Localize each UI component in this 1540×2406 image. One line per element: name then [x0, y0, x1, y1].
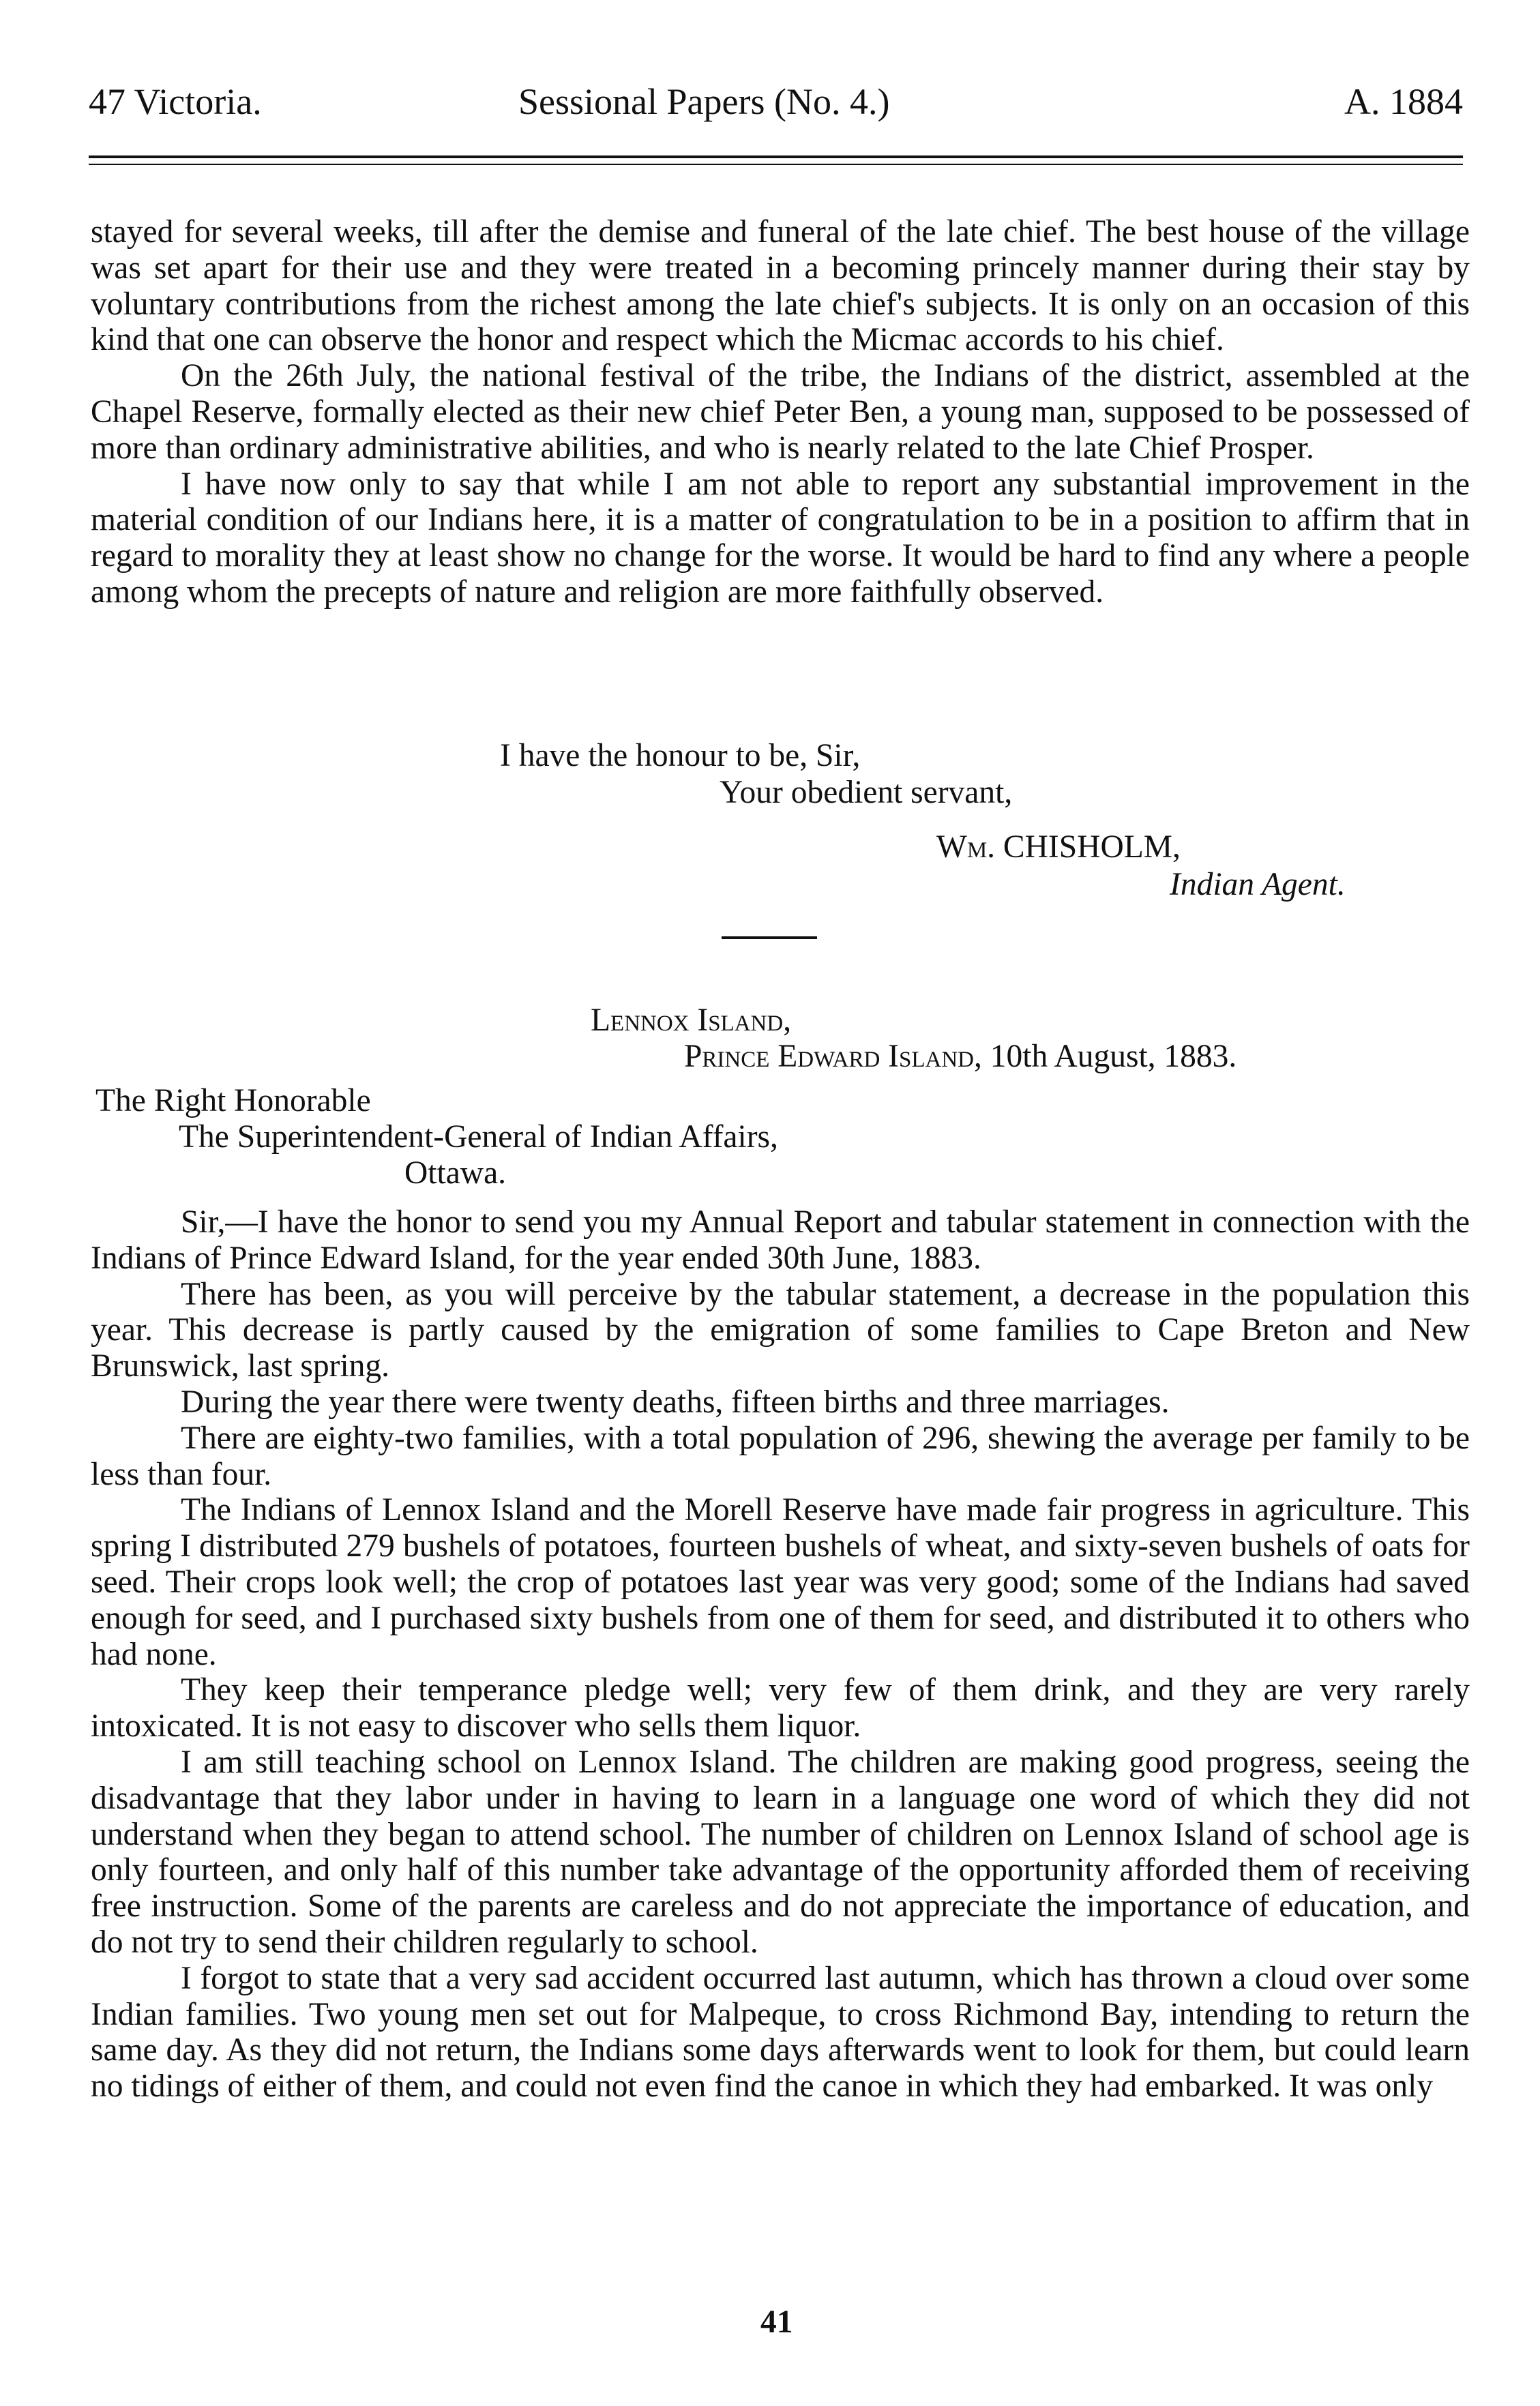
letter-2-province: Prince Edward Island, [684, 1039, 982, 1074]
header-volume: 47 Victoria. [89, 81, 262, 122]
letter-2-addressee-line: The Superintendent-General of Indian Affairs, [179, 1119, 778, 1155]
letter-1-signature: Wm. CHISHOLM, [936, 829, 1181, 865]
letter-1-paragraph: I have now only to say that while I am not able to report any substantial improvement in the material condition of our Indians here, it is a matter of congratulation to be in a position to affirm that in regard to morality they at least show no change for the worse. It would be hard to find any where a people among whom the precepts of nature and religion are more faithfully observed. [91, 466, 1470, 610]
letter-1-signatory-title: Indian Agent. [1170, 867, 1346, 902]
page-number: 41 [760, 2304, 793, 2340]
letter-2-paragraph: I am still teaching school on Lennox Island. The children are making good progress, seeing the disadvantage that they labor under in having to learn in a language one word of which they did not understand when they began to attend school. The number of children on Lennox Island of school age is only fourteen, and only half of this number take advantage of the opportunity afforded them of receiving free instruction. Some of the parents are careless and do not appreciate the importance of education, and do not try to send their children regularly to school. [91, 1744, 1470, 1960]
header-rule-thin [89, 164, 1463, 165]
letter-2-place-date [684, 1039, 1237, 1075]
header-series-title: Sessional Papers (No. 4.) [518, 81, 890, 122]
running-header [89, 80, 1463, 135]
letter-1-paragraph: stayed for several weeks, till after the demise and funeral of the late chief. The best house of the village was set apart for their use and they were treated in a becoming princely manner during their stay by voluntary contributions from the richest among the late chief's subjects. It is only on an occasion of this kind that one can observe the honor and respect which the Micmac accords to his chief. [91, 214, 1470, 358]
letter-1-closing: I have the honour to be, Sir, [500, 738, 861, 773]
letter-2-body [91, 1204, 1470, 2105]
header-rule-thick [89, 155, 1463, 158]
letter-2-addressee-line: The Right Honorable [95, 1083, 371, 1118]
letter-2-paragraph: There has been, as you will perceive by the tabular statement, a decrease in the population this year. This decrease is partly caused by the emigration of some families to Cape Breton and New Brunswick, last spring. [91, 1276, 1470, 1384]
letter-2-addressee-line: Ottawa. [404, 1155, 507, 1191]
letter-2-paragraph: The Indians of Lennox Island and the Morell Reserve have made fair progress in agriculture. This spring I distributed 279 bushels of potatoes, fourteen bushels of wheat, and sixty-seven bushels of oats for seed. Their crops look well; the crop of potatoes last year was very good; some of the Indians had saved enough for seed, and I purchased sixty bushels from one of them for seed, and distributed it to others who had none. [91, 1492, 1470, 1672]
letter-1-paragraph: On the 26th July, the national festival of the tribe, the Indians of the district, assembled at the Chapel Reserve, formally elected as their new chief Peter Ben, a young man, supposed to be possessed of more than ordinary administrative abilities, and who is nearly related to the late Chief Prosper. [91, 358, 1470, 466]
header-year: A. 1884 [1344, 81, 1463, 122]
letter-2-place: Lennox Island, [591, 1002, 792, 1038]
letter-2-paragraph: There are eighty-two families, with a total population of 296, shewing the average per family to be less than four. [91, 1420, 1470, 1492]
letter-1-valediction: Your obedient servant, [720, 775, 1013, 810]
section-divider [722, 936, 817, 939]
letter-2-paragraph: They keep their temperance pledge well; very few of them drink, and they are very rarely intoxicated. It is not easy to discover who sells them liquor. [91, 1672, 1470, 1744]
letter-2-paragraph: During the year there were twenty deaths, fifteen births and three marriages. [181, 1384, 1170, 1420]
letter-1-body [91, 214, 1470, 610]
letter-2-paragraph: I forgot to state that a very sad accident occurred last autumn, which has thrown a cloud over some Indian families. Two young men set out for Malpeque, to cross Richmond Bay, intending to return the same day. As they did not return, the Indians some days afterwards went to look for them, but could learn no tidings of either of them, and could not even find the canoe in which they had embarked. It was only [91, 1960, 1470, 2105]
letter-2-date: 10th August, 1883. [981, 1039, 1237, 1074]
letter-2-paragraph: Sir,—I have the honor to send you my Annual Report and tabular statement in connection with the Indians of Prince Edward Island, for the year ended 30th June, 1883. [91, 1204, 1470, 1276]
